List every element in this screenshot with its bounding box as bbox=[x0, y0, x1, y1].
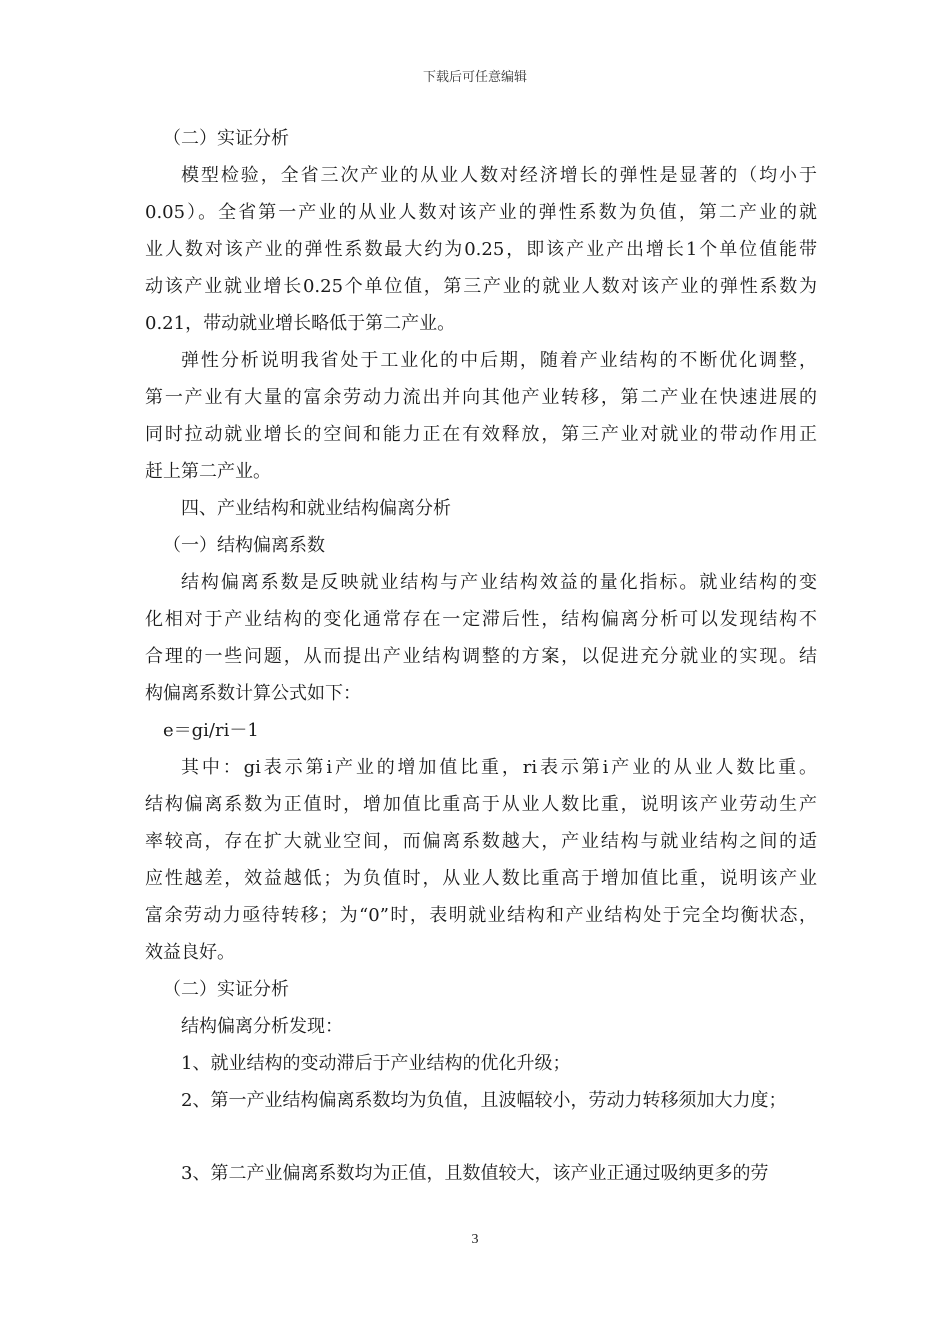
paragraph-line: 第一产业有大量的富余劳动力流出并向其他产业转移，第二产业在快速进展的 bbox=[145, 387, 817, 408]
paragraph-line: 合理的一些问题，从而提出产业结构调整的方案，以促进充分就业的实现。结 bbox=[145, 646, 817, 667]
findings-intro: 结构偏离分析发现： bbox=[181, 1016, 343, 1037]
paragraph-line: 0.21，带动就业增长略低于第二产业。 bbox=[145, 313, 456, 334]
paragraph-line: 构偏离系数计算公式如下： bbox=[145, 683, 361, 704]
heading-empirical-analysis-2: （二）实证分析 bbox=[163, 979, 289, 1000]
finding-item-2: 2、第一产业结构偏离系数均为负值，且波幅较小，劳动力转移须加大力度； bbox=[181, 1090, 787, 1111]
paragraph-line: 结构偏离系数为正值时，增加值比重高于从业人数比重，说明该产业劳动生产 bbox=[145, 794, 817, 815]
paragraph-coefficient-definition bbox=[145, 564, 817, 712]
paragraph-line: 效益良好。 bbox=[145, 942, 235, 963]
paragraph-line: 富余劳动力亟待转移；为“0”时，表明就业结构和产业结构处于完全均衡状态， bbox=[145, 905, 817, 926]
page-header-note: 下载后可任意编辑 bbox=[422, 70, 527, 85]
paragraph-line: 弹性分析说明我省处于工业化的中后期，随着产业结构的不断优化调整， bbox=[181, 350, 817, 371]
paragraph-line: 同时拉动就业增长的空间和能力正在有效释放，第三产业对就业的带动作用正 bbox=[145, 424, 817, 445]
paragraph-elasticity bbox=[145, 342, 817, 490]
page-number: 3 bbox=[471, 1232, 479, 1247]
paragraph-line: 0.05）。全省第一产业的从业人数对该产业的弹性系数为负值，第二产业的就 bbox=[145, 202, 817, 223]
paragraph-line: 其中：gi表示第i产业的增加值比重，ri表示第i产业的从业人数比重。 bbox=[181, 757, 817, 778]
blank-gap bbox=[145, 1119, 817, 1155]
paragraph-line: 率较高，存在扩大就业空间，而偏离系数越大，产业结构与就业结构之间的适 bbox=[145, 831, 817, 852]
paragraph-line: 模型检验，全省三次产业的从业人数对经济增长的弹性是显著的（均小于 bbox=[181, 165, 817, 186]
paragraph-line: 结构偏离系数是反映就业结构与产业结构效益的量化指标。就业结构的变 bbox=[181, 572, 817, 593]
finding-item-1: 1、就业结构的变动滞后于产业结构的优化升级； bbox=[181, 1053, 571, 1074]
paragraph-line: 赶上第二产业。 bbox=[145, 461, 271, 482]
heading-section-4: 四、产业结构和就业结构偏离分析 bbox=[181, 498, 451, 519]
paragraph-line: 业人数对该产业的弹性系数最大约为0.25，即该产业产出增长1个单位值能带 bbox=[145, 239, 817, 260]
paragraph-formula-explanation bbox=[145, 749, 817, 971]
heading-structure-coefficient: （一）结构偏离系数 bbox=[163, 535, 325, 556]
finding-item-3: 3、第二产业偏离系数均为正值，且数值较大，该产业正通过吸纳更多的劳 bbox=[181, 1163, 769, 1184]
paragraph-line: 应性越差，效益越低；为负值时，从业人数比重高于增加值比重，说明该产业 bbox=[145, 868, 817, 889]
document-body bbox=[145, 120, 817, 1192]
paragraph-model-test bbox=[145, 157, 817, 342]
heading-empirical-analysis: （二）实证分析 bbox=[163, 128, 289, 149]
paragraph-line: 化相对于产业结构的变化通常存在一定滞后性，结构偏离分析可以发现结构不 bbox=[145, 609, 817, 630]
formula: e＝gi/ri－1 bbox=[163, 720, 259, 741]
paragraph-line: 动该产业就业增长0.25个单位值，第三产业的就业人数对该产业的弹性系数为 bbox=[145, 276, 817, 297]
